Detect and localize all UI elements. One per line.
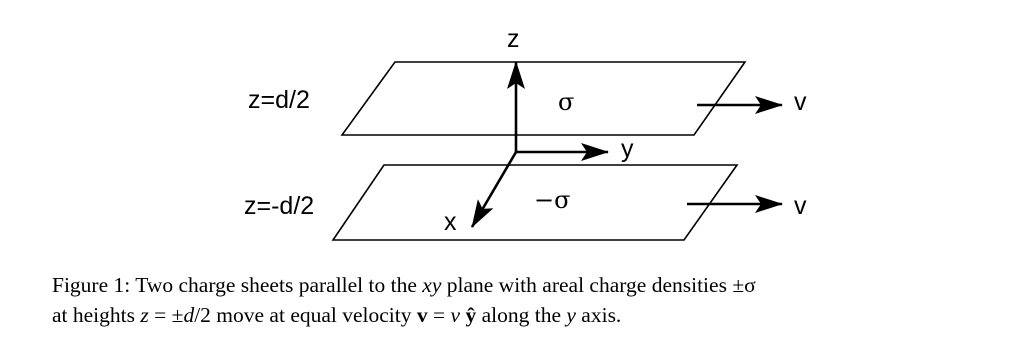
caption-bold: ŷ <box>465 303 477 327</box>
caption-text: Figure 1: Two charge sheets parallel to the <box>52 273 423 297</box>
caption-var: z <box>140 303 149 327</box>
caption-line-2 <box>52 300 1012 330</box>
caption-bold: v <box>416 303 428 327</box>
upper-density-label: σ <box>558 88 575 116</box>
upper-velocity-label: v <box>794 88 807 116</box>
caption-line-1 <box>52 270 1012 300</box>
lower-density-label: −σ <box>534 186 571 214</box>
lower-velocity-label: v <box>794 192 807 220</box>
caption-var: xy <box>422 273 442 297</box>
caption-math: ±σ <box>732 273 756 297</box>
figure-caption <box>52 270 1012 330</box>
caption-text: /2 move at equal velocity <box>194 303 417 327</box>
upper-sheet-label: z=d/2 <box>248 86 310 114</box>
x-axis <box>472 152 516 227</box>
caption-var: v <box>450 303 461 327</box>
lower-sheet-label: z=-d/2 <box>244 192 315 220</box>
caption-text: axis. <box>575 303 622 327</box>
y-axis-label: y <box>621 135 634 163</box>
z-axis-label: z <box>507 25 520 53</box>
caption-var: d <box>183 303 195 327</box>
caption-math: = ± <box>148 303 184 327</box>
upper-sheet <box>342 62 745 135</box>
caption-var: y <box>566 303 576 327</box>
x-axis-label: x <box>444 208 457 236</box>
caption-text: plane with areal charge densities <box>441 273 733 297</box>
caption-text: at heights <box>52 303 141 327</box>
caption-text: along the <box>476 303 567 327</box>
caption-math: = <box>427 303 451 327</box>
